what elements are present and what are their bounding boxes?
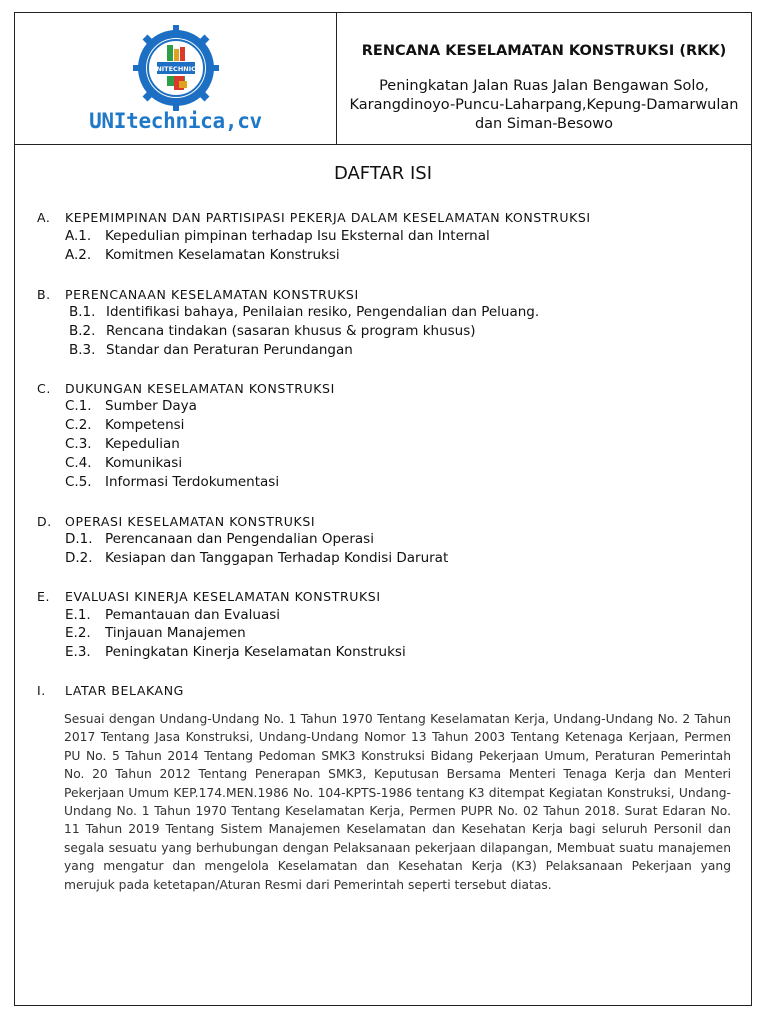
- toc-section-heading[interactable]: [37, 589, 381, 604]
- item-number: C.4.: [65, 455, 92, 471]
- item-label: Pemantauan dan Evaluasi: [105, 607, 281, 623]
- toc-item[interactable]: [65, 625, 246, 641]
- toc-item[interactable]: [65, 531, 374, 547]
- item-number: D.1.: [65, 531, 93, 547]
- item-label: Peningkatan Kinerja Keselamatan Konstruksi: [105, 644, 406, 660]
- section-title: PERENCANAAN KESELAMATAN KONSTRUKSI: [65, 287, 359, 302]
- document-header: [15, 13, 751, 145]
- toc-item[interactable]: [65, 436, 180, 452]
- section-title: EVALUASI KINERJA KESELAMATAN KONSTRUKSI: [65, 589, 381, 604]
- logo-text: UNITECHNICA: [151, 65, 201, 73]
- item-label: Standar dan Peraturan Perundangan: [106, 342, 353, 358]
- item-number: B.2.: [69, 323, 96, 339]
- item-label: Komitmen Keselamatan Konstruksi: [105, 247, 340, 263]
- section-title: OPERASI KESELAMATAN KONSTRUKSI: [65, 514, 316, 529]
- item-label: Kepedulian: [105, 436, 180, 452]
- toc-item[interactable]: [69, 342, 353, 358]
- toc-item[interactable]: [65, 228, 490, 244]
- toc-item[interactable]: [69, 323, 476, 339]
- section-letter: I.: [37, 683, 46, 698]
- toc-item[interactable]: [69, 304, 539, 320]
- toc-title: DAFTAR ISI: [333, 163, 433, 184]
- section-letter: E.: [37, 589, 51, 604]
- section-title: LATAR BELAKANG: [65, 683, 184, 698]
- item-number: B.1.: [69, 304, 96, 320]
- section-letter: D.: [37, 514, 52, 529]
- item-label: Sumber Daya: [105, 398, 197, 414]
- toc-section-heading[interactable]: [37, 381, 335, 396]
- item-number: E.2.: [65, 625, 91, 641]
- section-letter: A.: [37, 210, 51, 225]
- background-heading: [37, 683, 184, 698]
- toc-section-heading[interactable]: [37, 514, 315, 529]
- item-label: Tinjauan Manajemen: [105, 625, 246, 641]
- item-label: Informasi Terdokumentasi: [105, 474, 280, 490]
- item-number: C.3.: [65, 436, 92, 452]
- toc-item[interactable]: [65, 398, 197, 414]
- company-logo-icon: [133, 25, 219, 111]
- toc-item[interactable]: [65, 550, 448, 566]
- item-label: Kesiapan dan Tanggapan Terhadap Kondisi Darurat: [105, 550, 449, 566]
- section-title: KEPEMIMPINAN DAN PARTISIPASI PEKERJA DALAM KESELAMATAN KONSTRUKSI: [65, 210, 591, 225]
- toc-item[interactable]: [65, 644, 406, 660]
- section-letter: C.: [37, 381, 51, 396]
- item-label: Kompetensi: [105, 417, 185, 433]
- section-letter: B.: [37, 287, 51, 302]
- section-title: DUKUNGAN KESELAMATAN KONSTRUKSI: [65, 381, 335, 396]
- toc-item[interactable]: [65, 474, 279, 490]
- item-number: C.1.: [65, 398, 92, 414]
- toc-item[interactable]: [65, 607, 280, 623]
- item-number: C.2.: [65, 417, 92, 433]
- company-block: [15, 13, 337, 144]
- toc-section-heading[interactable]: [37, 287, 359, 302]
- company-name: UNItechnica,cv: [89, 109, 262, 133]
- item-number: D.2.: [65, 550, 93, 566]
- project-name: Peningkatan Jalan Ruas Jalan Bengawan Solo, Karangdinoyo-Puncu-Laharpang,Kepung-Damarwulan dan Siman-Besowo: [349, 78, 739, 132]
- item-number: E.1.: [65, 607, 91, 623]
- item-number: A.2.: [65, 247, 92, 263]
- item-label: Identifikasi bahaya, Penilaian resiko, Pengendalian dan Peluang.: [106, 304, 540, 320]
- item-number: E.3.: [65, 644, 91, 660]
- item-number: A.1.: [65, 228, 92, 244]
- item-number: C.5.: [65, 474, 92, 490]
- document-page: [14, 12, 752, 1006]
- item-number: B.3.: [69, 342, 96, 358]
- title-block: [337, 13, 751, 144]
- document-title: RENCANA KESELAMATAN KONSTRUKSI (RKK): [361, 43, 727, 59]
- item-label: Komunikasi: [105, 455, 183, 471]
- toc-item[interactable]: [65, 247, 340, 263]
- item-label: Perencanaan dan Pengendalian Operasi: [105, 531, 374, 547]
- toc-section-heading[interactable]: [37, 210, 591, 225]
- toc-item[interactable]: [65, 417, 184, 433]
- background-paragraph: Sesuai dengan Undang-Undang No. 1 Tahun 1970 Tentang Keselamatan Kerja, Undang-Undang No. 2 Tahun 2017 Tentang Jasa Konstruksi, Undang-Undang Nomor 13 Tahun 2003 Tentang Ketenaga Kerjaan, Permen PU No. 5 Tahun 2014 Tentang Pedoman SMK3 Konstruksi Bidang Pekerjaan Umum, Peraturan Pemerintah No. 20 Tahun 2012 Tentang Penerapan SMK3, Keputusan Bersama Menteri Tenaga Kerja dan Menteri Pekerjaan Umum KEP.174.MEN.1986 No. 104-KPTS-1986 tentang K3 ditempat Kegiatan Konstruksi, Undang-Undang No. 1 Tahun 1970 Tentang Keselamatan Kerja, Permen PUPR No. 02 Tahun 2018. Surat Edaran No. 11 Tahun 2019 Tentang Sistem Manajemen Keselamatan dan Kesehatan Kerja bagi seluruh Personil dan segala sesuatu yang berhubungan dengan Pelaksanaan pekerjaan dilapangan, Membuat suatu manajemen yang mengatur dan mengelola Keselamatan dan Kesehatan Kerja (K3) Pelaksanaan Pekerjaan yang merujuk pada ketetapan/Aturan Resmi dari Pemerintah seperti tersebut diatas.: [64, 712, 731, 892]
- item-label: Kepedulian pimpinan terhadap Isu Eksternal dan Internal: [105, 228, 490, 244]
- item-label: Rencana tindakan (sasaran khusus & program khusus): [106, 323, 476, 339]
- toc-item[interactable]: [65, 455, 182, 471]
